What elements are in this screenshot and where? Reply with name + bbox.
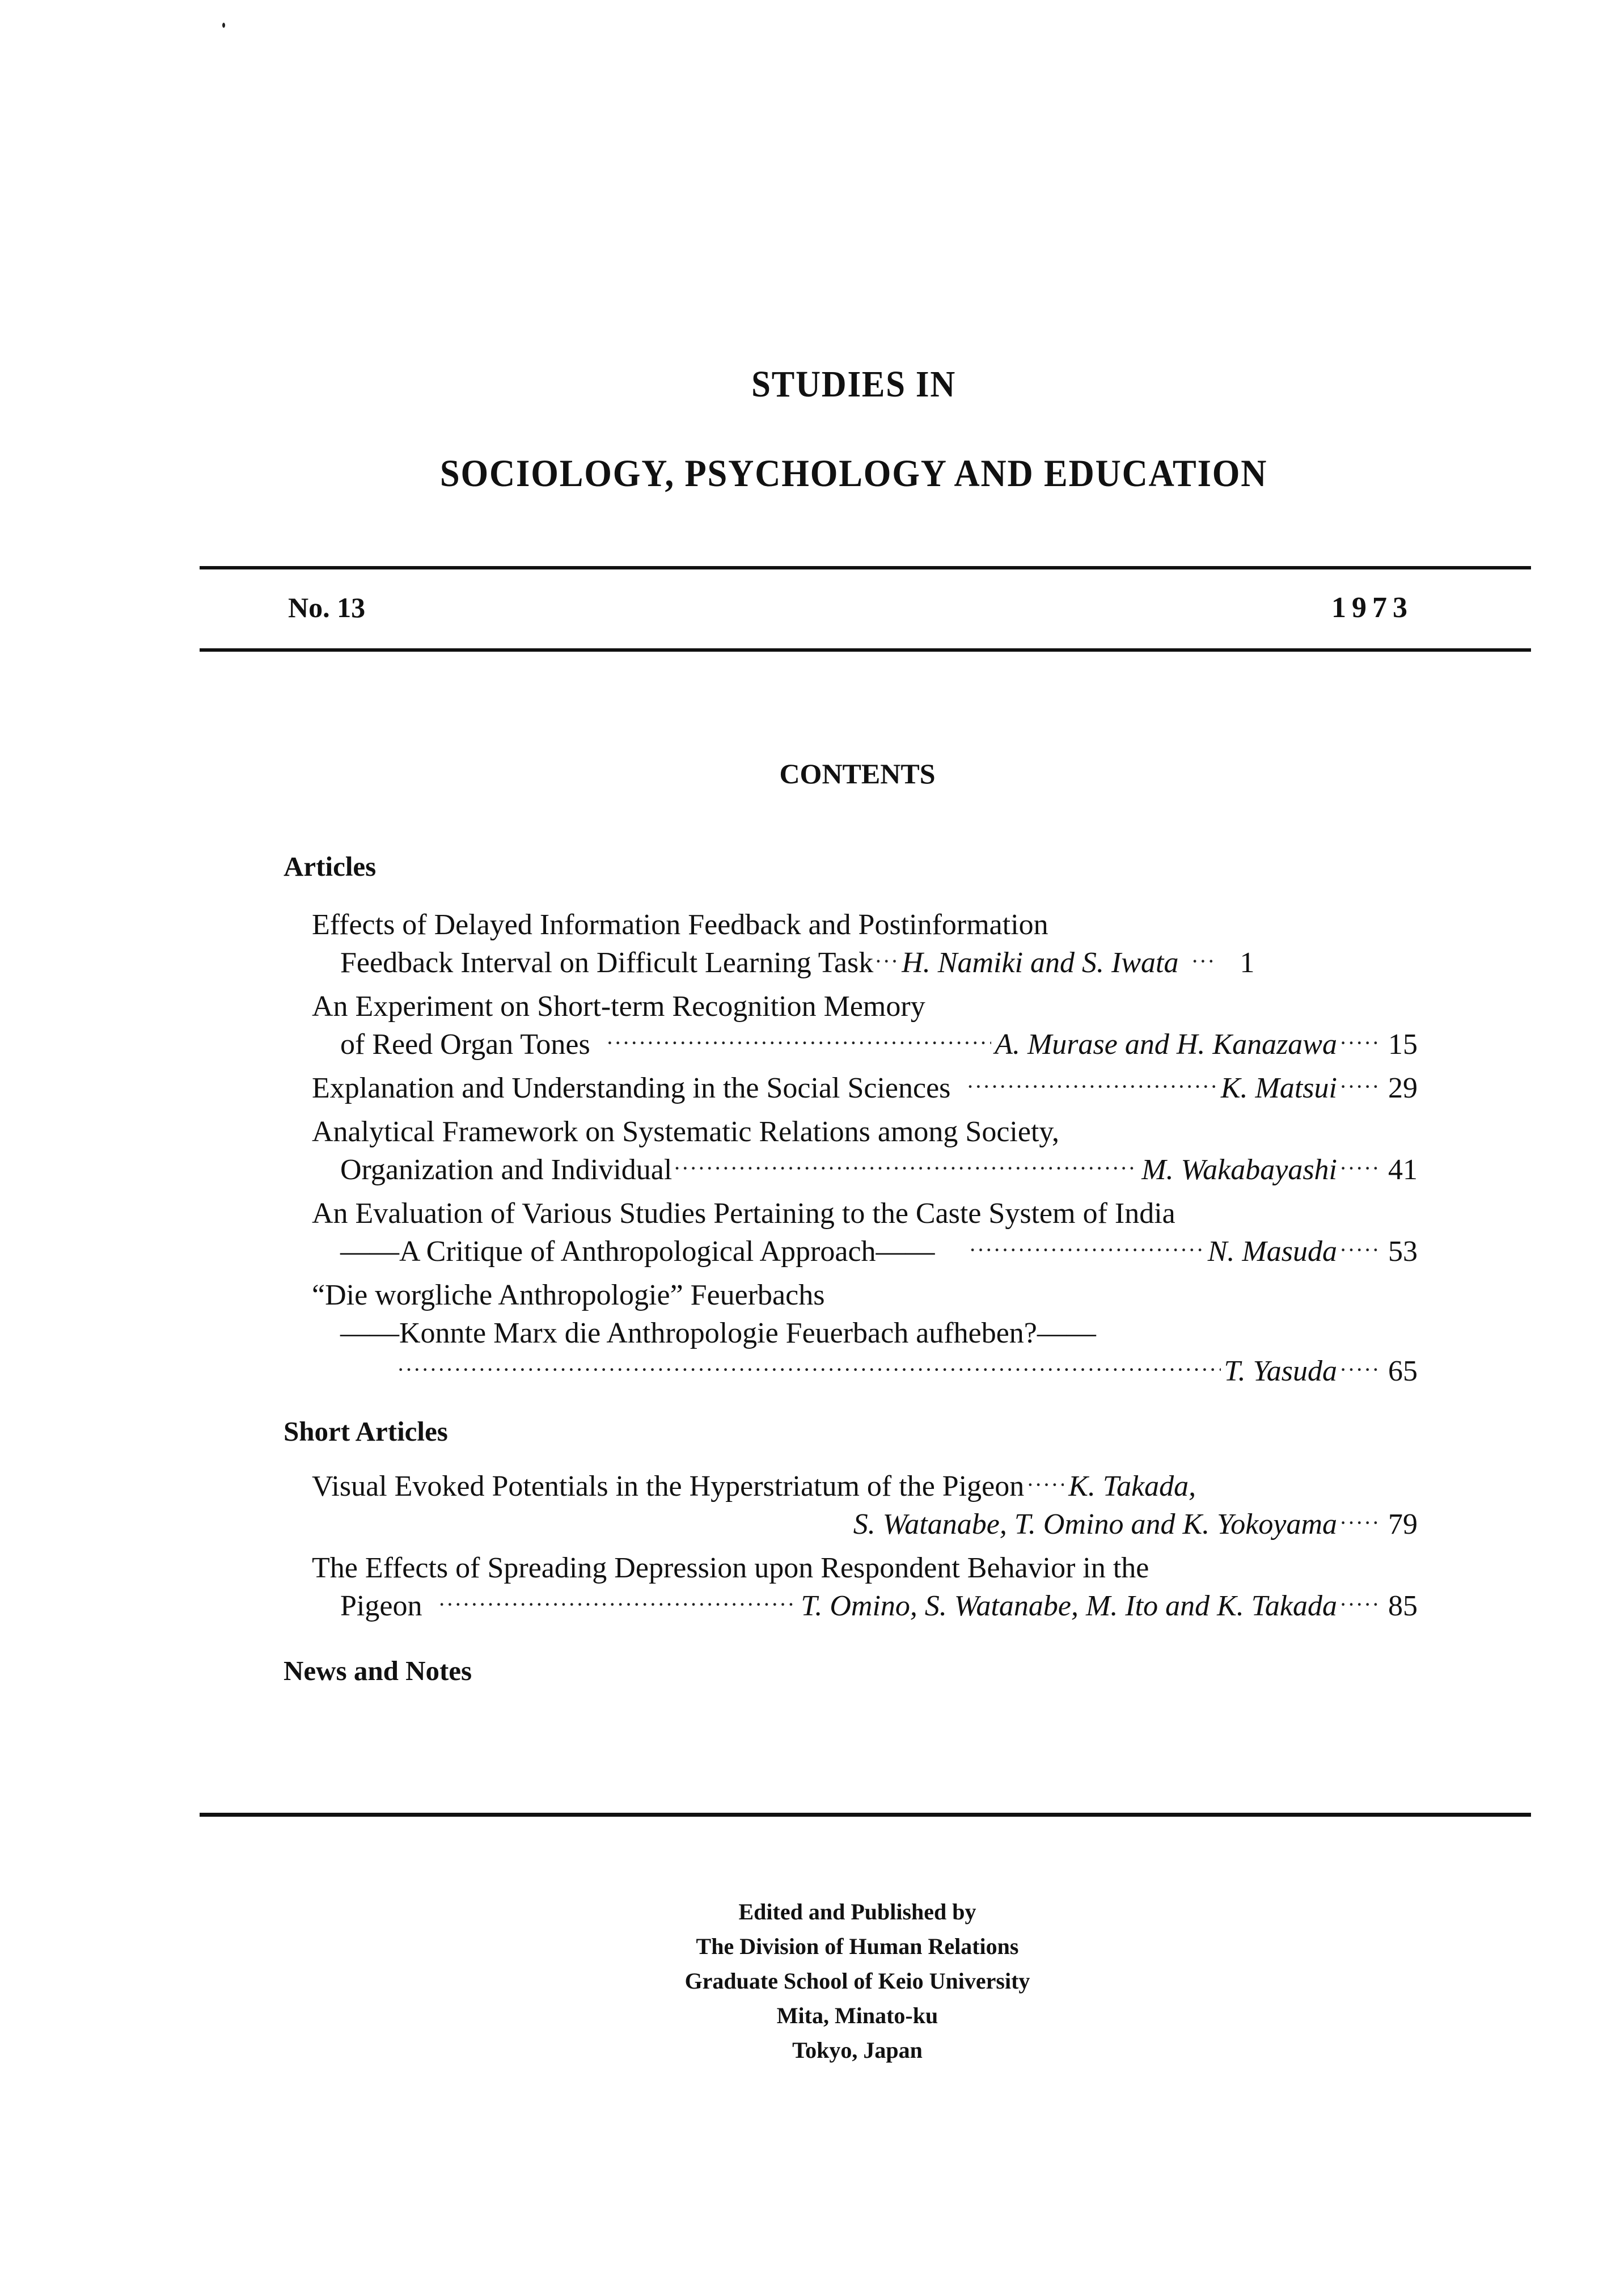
toc-entry[interactable] xyxy=(312,1195,1418,1271)
journal-title-line-1: STUDIES IN xyxy=(751,364,957,405)
entry-authors: K. Matsui xyxy=(1220,1072,1337,1104)
entry-subtitle: ——Konnte Marx die Anthropologie Feuerbach aufheben?—— xyxy=(340,1317,1096,1349)
entry-title: Analytical Framework on Systematic Relations among Society, xyxy=(312,1116,1060,1148)
entry-page: 1 xyxy=(1240,947,1255,979)
entry-page: 15 xyxy=(1388,1028,1418,1061)
toc-entry[interactable] xyxy=(312,1113,1418,1189)
entry-authors: M. Wakabayashi xyxy=(1141,1154,1337,1186)
dot-leader xyxy=(1339,1149,1379,1187)
entry-title: An Evaluation of Various Studies Pertaining to the Caste System of India xyxy=(312,1197,1175,1230)
publisher-line-edited-by: Edited and Published by xyxy=(738,1899,976,1924)
entry-authors: T. Yasuda xyxy=(1224,1355,1337,1387)
entry-title: “Die worgliche Anthropologie” Feuerbachs xyxy=(312,1279,825,1311)
entry-page: 65 xyxy=(1388,1355,1418,1387)
dot-leader xyxy=(1339,1231,1379,1269)
dot-leader xyxy=(1339,1350,1379,1388)
dot-leader xyxy=(1339,1024,1379,1062)
table-of-contents xyxy=(284,848,1418,1690)
entry-title: Effects of Delayed Information Feedback and Postinformation xyxy=(312,909,1048,941)
dot-leader xyxy=(1339,1504,1379,1542)
toc-entry[interactable] xyxy=(312,1549,1418,1625)
dot-leader xyxy=(606,1024,992,1062)
issue-year: 1973 xyxy=(1331,592,1413,624)
print-speck xyxy=(222,23,225,28)
publisher-line-school: Graduate School of Keio University xyxy=(684,1968,1030,1994)
entry-title-continued: Pigeon xyxy=(340,1590,422,1622)
entry-page: 79 xyxy=(1388,1508,1418,1540)
dot-leader xyxy=(1339,1067,1379,1105)
dot-leader xyxy=(397,1350,1221,1388)
contents-heading: CONTENTS xyxy=(779,758,936,790)
entry-title-continued: Organization and Individual xyxy=(340,1154,673,1186)
journal-title-line-2: SOCIOLOGY, PSYCHOLOGY AND EDUCATION xyxy=(439,451,1268,495)
entry-authors-continued: S. Watanabe, T. Omino and K. Yokoyama xyxy=(853,1508,1337,1540)
publisher-block xyxy=(0,1894,1624,2067)
section-heading-news-and-notes[interactable]: News and Notes xyxy=(284,1655,472,1686)
entry-authors: A. Murase and H. Kanazawa xyxy=(995,1028,1337,1061)
dot-leader xyxy=(1339,1585,1379,1623)
issue-number: No. 13 xyxy=(288,592,366,623)
publisher-line-division: The Division of Human Relations xyxy=(696,1934,1019,1959)
toc-entry[interactable] xyxy=(312,1069,1418,1107)
entry-title-continued: Feedback Interval on Difficult Learning Task xyxy=(340,947,874,979)
top-rule xyxy=(200,566,1531,569)
entry-title-continued: of Reed Organ Tones xyxy=(340,1028,590,1061)
dot-leader xyxy=(969,1231,1204,1269)
section-heading-short-articles: Short Articles xyxy=(284,1416,448,1447)
publisher-line-city: Tokyo, Japan xyxy=(792,2037,923,2063)
entry-title: The Effects of Spreading Depression upon Respondent Behavior in the xyxy=(312,1552,1149,1584)
entry-authors: H. Namiki and S. Iwata xyxy=(902,947,1179,979)
entry-title: Explanation and Understanding in the Social Sciences xyxy=(312,1072,951,1104)
toc-entry[interactable] xyxy=(312,987,1418,1063)
section-heading-articles: Articles xyxy=(284,851,377,882)
toc-entry[interactable] xyxy=(312,1467,1418,1543)
entry-authors: N. Masuda xyxy=(1207,1235,1337,1268)
dot-leader xyxy=(438,1585,797,1623)
entry-title: Visual Evoked Potentials in the Hyperstriatum of the Pigeon xyxy=(312,1470,1025,1502)
entry-title-continued: ——A Critique of Anthropological Approach—— xyxy=(340,1235,935,1268)
entry-page: 53 xyxy=(1388,1235,1418,1268)
publisher-line-district: Mita, Minato-ku xyxy=(776,2003,938,2028)
dot-leader xyxy=(966,1067,1217,1105)
dot-leader xyxy=(673,1149,1138,1187)
entry-authors: K. Takada, xyxy=(1068,1470,1196,1502)
dot-leader xyxy=(874,942,899,980)
entry-title: An Experiment on Short-term Recognition Memory xyxy=(312,990,925,1023)
dot-leader xyxy=(1026,1466,1064,1504)
entry-page: 41 xyxy=(1388,1154,1418,1186)
dot-leader xyxy=(1191,942,1216,980)
entry-authors: T. Omino, S. Watanabe, M. Ito and K. Takada xyxy=(801,1590,1337,1622)
issue-rule xyxy=(200,648,1531,652)
toc-entry[interactable] xyxy=(312,906,1418,982)
entry-page: 85 xyxy=(1388,1590,1418,1622)
footer-rule xyxy=(200,1813,1531,1817)
entry-page: 29 xyxy=(1388,1072,1418,1104)
toc-entry[interactable] xyxy=(312,1276,1418,1390)
